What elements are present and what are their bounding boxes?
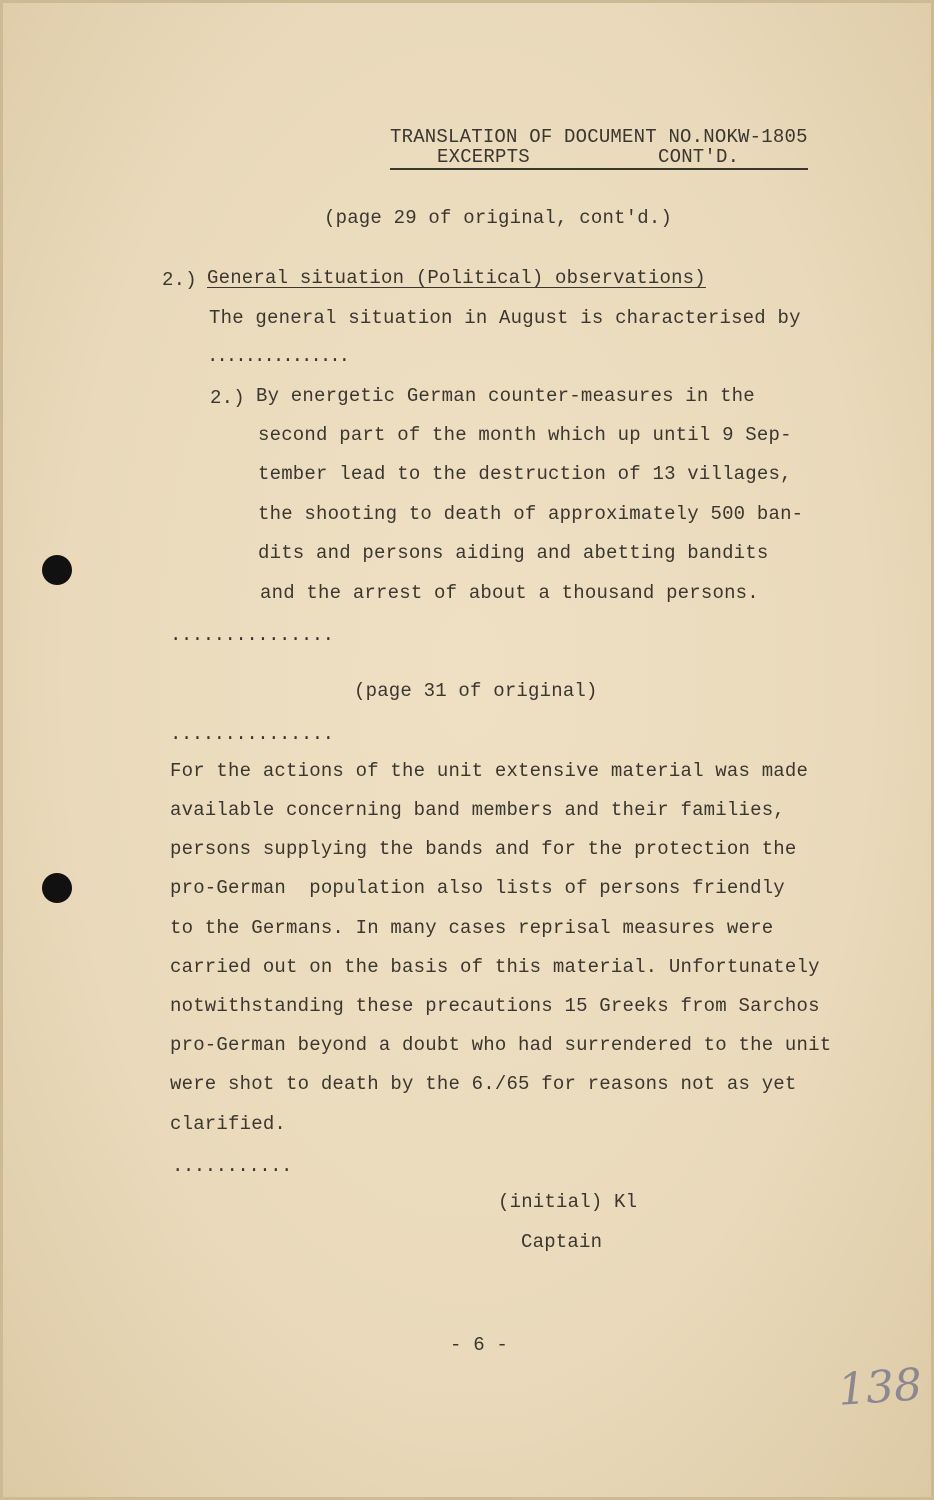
ellipsis: ...............	[207, 345, 349, 367]
page-reference: (page 31 of original)	[354, 680, 598, 702]
ellipsis: ...............	[170, 624, 334, 646]
paragraph-line: notwithstanding these precautions 15 Greeks from Sarchos	[170, 995, 820, 1017]
signature-initial: (initial) Kl	[498, 1191, 638, 1213]
paragraph-line: carried out on the basis of this material. Unfortunately	[170, 956, 820, 978]
ellipsis: ...........	[172, 1155, 292, 1177]
item-line: the shooting to death of approximately 500 ban-	[258, 503, 804, 525]
ellipsis: ...............	[170, 723, 334, 745]
paragraph-line: pro-German beyond a doubt who had surrendered to the unit	[170, 1034, 832, 1056]
paragraph-line: to the Germans. In many cases reprisal measures were	[170, 917, 774, 939]
item-line: and the arrest of about a thousand persons.	[260, 582, 759, 604]
stamp-number: 138	[836, 1359, 924, 1416]
paragraph-line: were shot to death by the 6./65 for reasons not as yet	[170, 1073, 797, 1095]
item-line: dits and persons aiding and abetting bandits	[258, 542, 769, 564]
header-contd: CONT'D.	[658, 146, 740, 168]
item-line: second part of the month which up until 9 Sep-	[258, 424, 792, 446]
header-rule	[390, 168, 808, 170]
item-number: 2.)	[210, 387, 245, 409]
paragraph-line: persons supplying the bands and for the protection the	[170, 838, 797, 860]
item-line: By energetic German counter-measures in the	[256, 385, 755, 407]
paragraph-line: available concerning band members and their families,	[170, 799, 785, 821]
item-line: tember lead to the destruction of 13 villages,	[258, 463, 792, 485]
punch-hole	[42, 555, 72, 585]
paragraph-line: For the actions of the unit extensive material was made	[170, 760, 809, 782]
intro-text: The general situation in August is characterised by	[209, 307, 801, 329]
signature-title: Captain	[521, 1231, 603, 1253]
page-number: - 6 -	[450, 1334, 509, 1356]
paragraph-line: clarified.	[170, 1113, 287, 1135]
paragraph-line: pro-German population also lists of persons friendly	[170, 877, 785, 899]
section-number: 2.)	[162, 269, 197, 291]
header-excerpts: EXCERPTS	[437, 146, 530, 168]
header-title: TRANSLATION OF DOCUMENT NO.NOKW-1805	[390, 126, 808, 148]
punch-hole	[42, 873, 72, 903]
page-reference: (page 29 of original, cont'd.)	[324, 207, 673, 229]
section-title: General situation (Political) observations)	[207, 267, 706, 289]
